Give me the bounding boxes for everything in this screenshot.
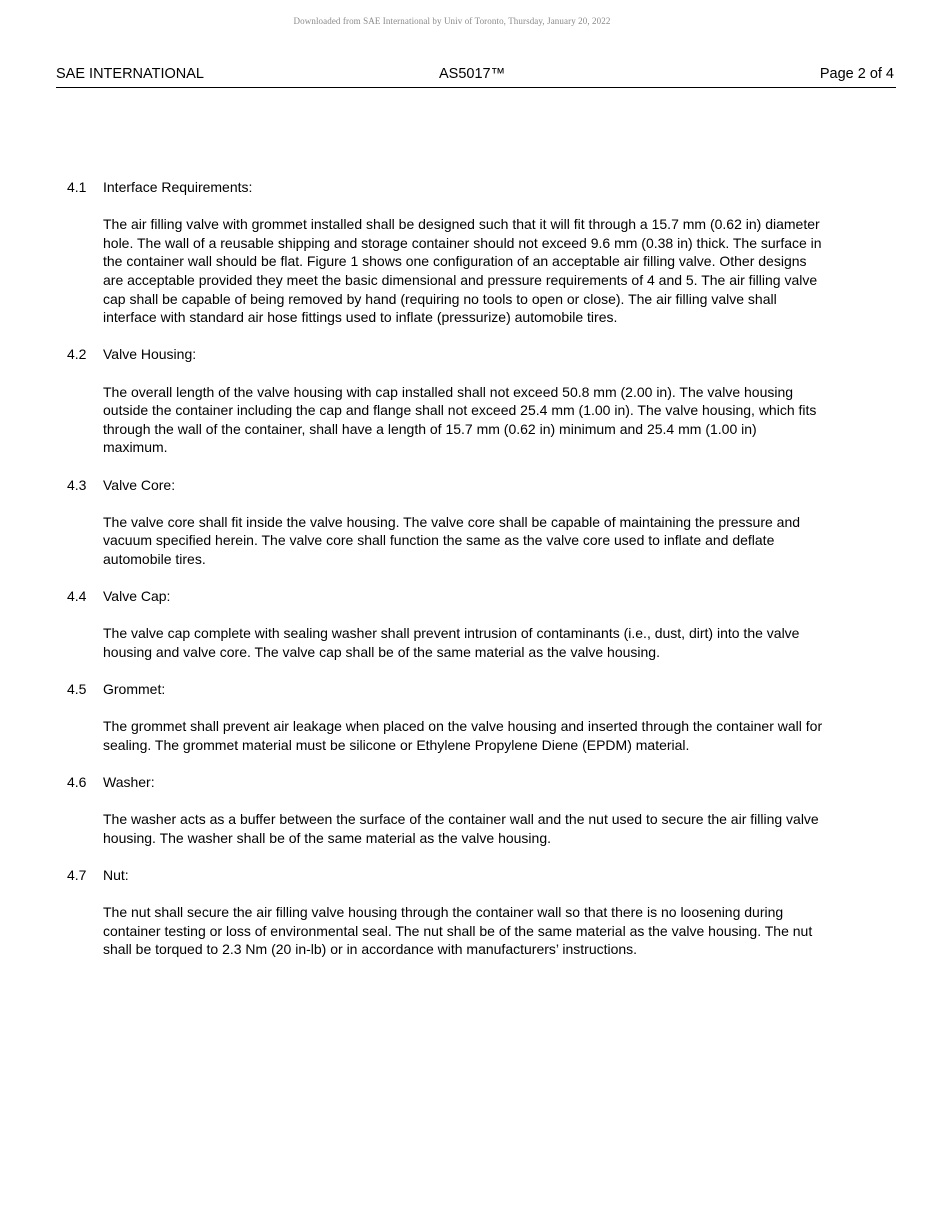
- section-title: Valve Core:: [103, 476, 176, 493]
- section-heading: [67, 178, 827, 197]
- section-number: 4.2: [67, 346, 87, 363]
- section-paragraph: The washer acts as a buffer between the surface of the container wall and the nut used to secure the air filling valve housing. The washer shall be of the same material as the valve housing.: [103, 811, 819, 846]
- section-valve-core: [67, 476, 827, 569]
- section-number: 4.4: [67, 588, 87, 605]
- section-number: 4.5: [67, 681, 87, 698]
- section-title: Grommet:: [103, 681, 166, 698]
- section-title: Interface Requirements:: [103, 179, 253, 195]
- page-header: [56, 66, 896, 88]
- document-body: [67, 178, 827, 978]
- section-paragraph: The valve cap complete with sealing washer shall prevent intrusion of contaminants (i.e., dust, dirt) into the valve housing and valve core. The valve cap shall be of the same material as the valve housing.: [103, 625, 800, 660]
- section-title: Valve Cap:: [103, 588, 171, 605]
- section-nut: [67, 866, 827, 959]
- section-washer: [67, 773, 827, 847]
- page-number: Page 2 of 4: [819, 66, 894, 82]
- section-title: Valve Housing:: [103, 346, 197, 363]
- section-interface-requirements: [67, 178, 827, 327]
- section-number: 4.6: [67, 774, 87, 790]
- download-watermark: Downloaded from SAE International by Univ of Toronto, Thursday, January 20, 2022: [293, 16, 611, 26]
- section-heading: [67, 680, 827, 699]
- section-title: Washer:: [103, 774, 155, 790]
- organization-name: SAE INTERNATIONAL: [56, 66, 204, 82]
- section-paragraph: The overall length of the valve housing with cap installed shall not exceed 50.8 mm (2.00 in). The valve housing outside the container including the cap and flange shall not exceed 25.4 mm (1.00 in). The valve housing, which fits through the wall of the container, shall have a length of 15.7 mm (0.62 in) minimum and 25.4 mm (1.00 in) maximum.: [103, 383, 817, 456]
- section-title: Nut:: [103, 866, 129, 883]
- section-paragraph: The grommet shall prevent air leakage when placed on the valve housing and inserted through the container wall for sealing. The grommet material must be silicone or Ethylene Propylene Diene (EPDM) material.: [103, 718, 823, 753]
- section-number: 4.7: [67, 866, 87, 883]
- section-valve-cap: [67, 587, 827, 661]
- section-grommet: [67, 680, 827, 754]
- section-paragraph: The nut shall secure the air filling valve housing through the container wall so that there is no loosening during container testing or loss of environmental seal. The nut shall be of the same material as the valve housing. The nut shall be torqued to 2.3 Nm (20 in-lb) or in accordance with manufacturers’ instructions.: [103, 904, 813, 958]
- section-heading: [67, 476, 827, 495]
- section-heading: [67, 587, 827, 606]
- section-heading: [67, 345, 827, 364]
- section-heading: [67, 773, 827, 792]
- section-paragraph: The valve core shall fit inside the valve housing. The valve core shall be capable of maintaining the pressure and vacuum specified herein. The valve core shall function the same as the valve core used to inflate and deflate automobile tires.: [103, 513, 801, 567]
- section-number: 4.1: [67, 179, 87, 195]
- section-valve-housing: [67, 345, 827, 457]
- section-paragraph: The air filling valve with grommet installed shall be designed such that it will fit through a 15.7 mm (0.62 in) diameter hole. The wall of a reusable shipping and storage container should not exceed 9.6 mm (0.38 in) thick. The surface in the container wall should be flat. Figure 1 shows one configuration of an acceptable air filling valve. Other designs are acceptable provided they meet the basic dimensional and pressure requirements of 4 and 5. The air filling valve cap shall be capable of being removed by hand (requiring no tools to open or close). The air filling valve shall interface with standard air hose fittings used to inflate (pressurize) automobile tires.: [103, 216, 822, 326]
- document-id: AS5017™: [439, 66, 506, 82]
- section-number: 4.3: [67, 476, 87, 493]
- section-heading: [67, 866, 827, 885]
